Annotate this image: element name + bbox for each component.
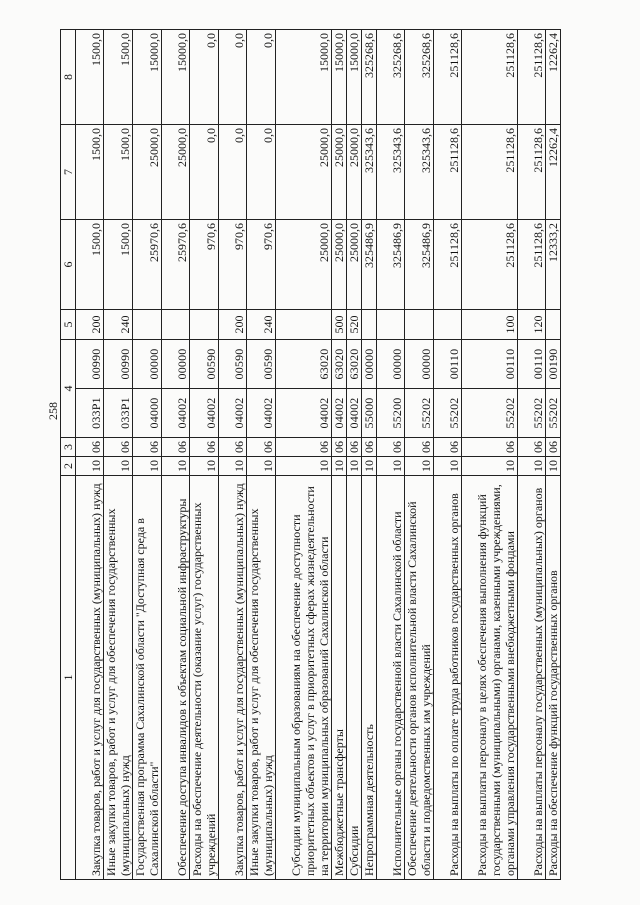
- table-row: [219, 30, 247, 880]
- amount-col8-cell: 15000,0: [162, 30, 190, 125]
- code-direction-cell: 00000: [133, 340, 162, 389]
- table-row: [347, 30, 362, 880]
- code-section-cell: 10: [347, 457, 362, 476]
- row-name-cell: Расходы на выплаты персоналу в целях обеспечения выполнения функций государственными (муниципальными) органами, казенными учреждениями, органами управления государственными внебюджетными фондами: [462, 476, 518, 880]
- code-subsection-cell: 06: [219, 438, 247, 457]
- amount-col8-cell: 0,0: [247, 30, 276, 125]
- amount-col7-cell: 1500,0: [104, 125, 133, 220]
- row-name-cell: Закупка товаров, работ и услуг для государственных (муниципальных) нужд: [219, 476, 247, 880]
- amount-col6-cell: 325486,9: [405, 220, 434, 310]
- code-expense-type-cell: [434, 310, 462, 340]
- code-direction-cell: 00000: [377, 340, 405, 389]
- table-row: [133, 30, 162, 880]
- code-subsection-cell: 06: [546, 438, 561, 457]
- code-section-cell: 10: [76, 457, 104, 476]
- code-subsection-cell: 06: [332, 438, 347, 457]
- row-name-cell: Межбюджетные трансферты: [332, 476, 347, 880]
- amount-col8-cell: 251128,6: [518, 30, 546, 125]
- page-number: 258: [46, 402, 60, 420]
- code-program-cell: 55202: [405, 389, 434, 438]
- amount-col7-cell: 25000,0: [347, 125, 362, 220]
- code-program-cell: 04002: [332, 389, 347, 438]
- code-direction-cell: 00110: [434, 340, 462, 389]
- row-name-cell: Обеспечение деятельности органов исполнительной власти Сахалинской области и подведомственных им учреждений: [405, 476, 434, 880]
- code-section-cell: 10: [377, 457, 405, 476]
- table-row: [362, 30, 377, 880]
- code-section-cell: 10: [546, 457, 561, 476]
- code-section-cell: 10: [362, 457, 377, 476]
- row-name-cell: Иные закупки товаров, работ и услуг для обеспечения государственных (муниципальных) нужд: [104, 476, 133, 880]
- amount-col6-cell: 970,6: [190, 220, 219, 310]
- code-subsection-cell: 06: [434, 438, 462, 457]
- amount-col7-cell: 0,0: [219, 125, 247, 220]
- code-subsection-cell: 06: [247, 438, 276, 457]
- code-program-cell: 55202: [462, 389, 518, 438]
- code-direction-cell: 00590: [219, 340, 247, 389]
- amount-col7-cell: 251128,6: [518, 125, 546, 220]
- table-row: [162, 30, 190, 880]
- amount-col7-cell: 0,0: [190, 125, 219, 220]
- table-row: [332, 30, 347, 880]
- amount-col7-cell: 1500,0: [76, 125, 104, 220]
- header-cell: 8: [61, 30, 76, 125]
- code-expense-type-cell: 240: [247, 310, 276, 340]
- amount-col6-cell: 251128,6: [462, 220, 518, 310]
- code-expense-type-cell: 240: [104, 310, 133, 340]
- code-expense-type-cell: [133, 310, 162, 340]
- code-direction-cell: 63020: [347, 340, 362, 389]
- table-row: [247, 30, 276, 880]
- row-name-cell: Закупка товаров, работ и услуг для государственных (муниципальных) нужд: [76, 476, 104, 880]
- code-subsection-cell: 06: [133, 438, 162, 457]
- table-row: [434, 30, 462, 880]
- code-subsection-cell: 06: [104, 438, 133, 457]
- row-name-cell: Государственная программа Сахалинской области "Доступная среда в Сахалинской области": [133, 476, 162, 880]
- amount-col7-cell: 0,0: [247, 125, 276, 220]
- code-program-cell: 033Р1: [104, 389, 133, 438]
- code-subsection-cell: 06: [377, 438, 405, 457]
- header-cell: 4: [61, 340, 76, 438]
- code-expense-type-cell: [405, 310, 434, 340]
- code-expense-type-cell: 200: [76, 310, 104, 340]
- code-program-cell: 04000: [133, 389, 162, 438]
- amount-col8-cell: 325268,6: [405, 30, 434, 125]
- amount-col8-cell: 0,0: [219, 30, 247, 125]
- code-direction-cell: 00590: [190, 340, 219, 389]
- code-direction-cell: 00110: [462, 340, 518, 389]
- amount-col6-cell: 12333,2: [546, 220, 561, 310]
- code-direction-cell: 00000: [405, 340, 434, 389]
- code-direction-cell: 63020: [276, 340, 332, 389]
- amount-col7-cell: 25000,0: [162, 125, 190, 220]
- code-section-cell: 10: [332, 457, 347, 476]
- amount-col6-cell: 970,6: [219, 220, 247, 310]
- code-direction-cell: 00990: [104, 340, 133, 389]
- code-section-cell: 10: [104, 457, 133, 476]
- row-name-cell: Исполнительные органы государственной власти Сахалинской области: [377, 476, 405, 880]
- header-cell: 5: [61, 310, 76, 340]
- amount-col8-cell: 12262,4: [546, 30, 561, 125]
- code-subsection-cell: 06: [462, 438, 518, 457]
- row-name-cell: Субсидии: [347, 476, 362, 880]
- code-section-cell: 10: [247, 457, 276, 476]
- row-name-cell: Субсидии муниципальным образованиям на обеспечение доступности приоритетных объектов и услуг в приоритетных сферах жизнедеятельности на территории муниципальных образований Сахалинской области: [276, 476, 332, 880]
- row-name-cell: Расходы на обеспечение функций государственных органов: [546, 476, 561, 880]
- code-program-cell: 04002: [190, 389, 219, 438]
- code-subsection-cell: 06: [405, 438, 434, 457]
- amount-col6-cell: 970,6: [247, 220, 276, 310]
- amount-col8-cell: 0,0: [190, 30, 219, 125]
- code-section-cell: 10: [276, 457, 332, 476]
- amount-col6-cell: 325486,9: [362, 220, 377, 310]
- row-name-cell: Расходы на выплаты по оплате труда работников государственных органов: [434, 476, 462, 880]
- code-program-cell: 033Р1: [76, 389, 104, 438]
- code-expense-type-cell: [276, 310, 332, 340]
- code-expense-type-cell: 500: [332, 310, 347, 340]
- code-subsection-cell: 06: [518, 438, 546, 457]
- amount-col7-cell: 25000,0: [133, 125, 162, 220]
- code-direction-cell: 00590: [247, 340, 276, 389]
- code-program-cell: 55202: [546, 389, 561, 438]
- amount-col7-cell: 251128,6: [434, 125, 462, 220]
- header-cell: 3: [61, 438, 76, 457]
- amount-col8-cell: 15000,0: [347, 30, 362, 125]
- amount-col6-cell: 25970,6: [162, 220, 190, 310]
- amount-col8-cell: 251128,6: [434, 30, 462, 125]
- amount-col7-cell: 251128,6: [462, 125, 518, 220]
- code-direction-cell: 00190: [546, 340, 561, 389]
- amount-col8-cell: 251128,6: [462, 30, 518, 125]
- header-cell: 1: [61, 476, 76, 880]
- code-direction-cell: 63020: [332, 340, 347, 389]
- code-program-cell: 04002: [219, 389, 247, 438]
- amount-col8-cell: 325268,6: [362, 30, 377, 125]
- code-direction-cell: 00000: [162, 340, 190, 389]
- budget-table: [60, 29, 561, 880]
- header-cell: 6: [61, 220, 76, 310]
- amount-col7-cell: 25000,0: [332, 125, 347, 220]
- row-name-cell: Иные закупки товаров, работ и услуг для обеспечения государственных (муниципальных) нужд: [247, 476, 276, 880]
- code-expense-type-cell: 120: [518, 310, 546, 340]
- code-direction-cell: 00990: [76, 340, 104, 389]
- table-row: [104, 30, 133, 880]
- code-direction-cell: 00110: [518, 340, 546, 389]
- code-section-cell: 10: [405, 457, 434, 476]
- amount-col8-cell: 15000,0: [332, 30, 347, 125]
- code-expense-type-cell: 520: [347, 310, 362, 340]
- code-section-cell: 10: [190, 457, 219, 476]
- amount-col8-cell: 1500,0: [104, 30, 133, 125]
- code-program-cell: 04002: [276, 389, 332, 438]
- code-subsection-cell: 06: [162, 438, 190, 457]
- code-direction-cell: 00000: [362, 340, 377, 389]
- row-name-cell: Расходы на обеспечение деятельности (оказание услуг) государственных учреждений: [190, 476, 219, 880]
- amount-col7-cell: 12262,4: [546, 125, 561, 220]
- code-section-cell: 10: [219, 457, 247, 476]
- table-body: [76, 30, 561, 880]
- code-program-cell: 55202: [518, 389, 546, 438]
- code-program-cell: 55000: [362, 389, 377, 438]
- table-row: [76, 30, 104, 880]
- code-section-cell: 10: [462, 457, 518, 476]
- amount-col6-cell: 1500,0: [76, 220, 104, 310]
- budget-table-container: [60, 30, 620, 880]
- amount-col7-cell: 25000,0: [276, 125, 332, 220]
- code-expense-type-cell: [162, 310, 190, 340]
- amount-col7-cell: 325343,6: [362, 125, 377, 220]
- code-subsection-cell: 06: [76, 438, 104, 457]
- amount-col7-cell: 325343,6: [377, 125, 405, 220]
- table-row: [377, 30, 405, 880]
- header-cell: 2: [61, 457, 76, 476]
- amount-col6-cell: 251128,6: [518, 220, 546, 310]
- table-row: [276, 30, 332, 880]
- row-name-cell: Непрограммная деятельность: [362, 476, 377, 880]
- table-row: [462, 30, 518, 880]
- code-expense-type-cell: [546, 310, 561, 340]
- code-expense-type-cell: [190, 310, 219, 340]
- code-program-cell: 55200: [377, 389, 405, 438]
- row-name-cell: Обеспечение доступа инвалидов к объектам социальной инфраструктуры: [162, 476, 190, 880]
- amount-col8-cell: 1500,0: [76, 30, 104, 125]
- code-section-cell: 10: [133, 457, 162, 476]
- amount-col6-cell: 25000,0: [332, 220, 347, 310]
- code-subsection-cell: 06: [362, 438, 377, 457]
- code-subsection-cell: 06: [276, 438, 332, 457]
- code-expense-type-cell: [377, 310, 405, 340]
- amount-col7-cell: 325343,6: [405, 125, 434, 220]
- amount-col6-cell: 251128,6: [434, 220, 462, 310]
- amount-col6-cell: 25000,0: [276, 220, 332, 310]
- code-program-cell: 04002: [247, 389, 276, 438]
- code-expense-type-cell: [362, 310, 377, 340]
- amount-col8-cell: 15000,0: [276, 30, 332, 125]
- table-row: [518, 30, 546, 880]
- header-cell: 7: [61, 125, 76, 220]
- table-row: [190, 30, 219, 880]
- table-row: [546, 30, 561, 880]
- table-row: [405, 30, 434, 880]
- code-expense-type-cell: 200: [219, 310, 247, 340]
- amount-col8-cell: 325268,6: [377, 30, 405, 125]
- code-section-cell: 10: [162, 457, 190, 476]
- header-row: [61, 30, 76, 880]
- code-subsection-cell: 06: [347, 438, 362, 457]
- code-section-cell: 10: [518, 457, 546, 476]
- code-section-cell: 10: [434, 457, 462, 476]
- amount-col8-cell: 15000,0: [133, 30, 162, 125]
- code-program-cell: 04002: [162, 389, 190, 438]
- code-program-cell: 04002: [347, 389, 362, 438]
- code-expense-type-cell: 100: [462, 310, 518, 340]
- amount-col6-cell: 1500,0: [104, 220, 133, 310]
- amount-col6-cell: 25970,6: [133, 220, 162, 310]
- amount-col6-cell: 25000,0: [347, 220, 362, 310]
- row-name-cell: Расходы на выплаты персоналу государственных (муниципальных) органов: [518, 476, 546, 880]
- amount-col6-cell: 325486,9: [377, 220, 405, 310]
- code-subsection-cell: 06: [190, 438, 219, 457]
- code-program-cell: 55202: [434, 389, 462, 438]
